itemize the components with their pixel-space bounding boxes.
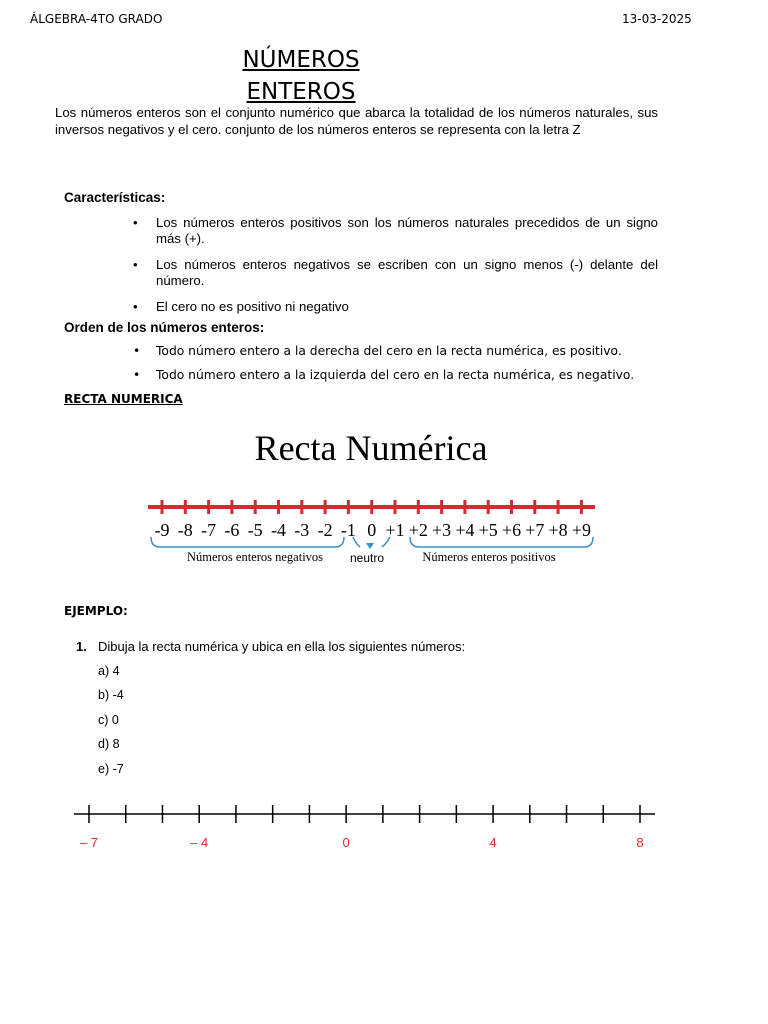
- recta-tick-label: -8: [177, 520, 193, 540]
- neutro-label: neutro: [349, 551, 385, 565]
- recta-tick-label: -4: [271, 520, 286, 540]
- recta-tick-label: -9: [154, 520, 170, 540]
- option-b: b) -4: [98, 688, 124, 702]
- recta-tick-label: +1: [385, 520, 405, 540]
- bracket-zero-left: [353, 537, 360, 547]
- example-number-labels: [80, 835, 644, 850]
- list-item: • Los números enteros negativos se escriben con un signo menos (-) delante del número.: [156, 257, 658, 289]
- header-date: 13-03-2025: [622, 12, 692, 26]
- recta-tick-label: +4: [455, 520, 475, 540]
- recta-tick-label: +7: [525, 520, 545, 540]
- header-subject: ÁLGEBRA-4TO GRADO: [30, 12, 163, 26]
- question-text: Dibuja la recta numérica y ubica en ella los siguientes números:: [98, 639, 466, 654]
- example-number-label: 4: [489, 835, 497, 850]
- option-c: c) 0: [98, 713, 119, 727]
- ejemplo-label: EJEMPLO:: [64, 604, 128, 618]
- positivos-label: Números enteros positivos: [422, 550, 556, 564]
- recta-tick-label: -5: [247, 520, 263, 540]
- list-item: • Todo número entero a la derecha del cero en la recta numérica, es positivo.: [156, 343, 676, 359]
- recta-tick-label: -7: [201, 520, 217, 540]
- list-item: • El cero no es positivo ni negativo: [156, 299, 658, 315]
- recta-tick-label: -2: [317, 520, 333, 540]
- question-number: 1.: [76, 639, 87, 654]
- recta-tick-label: +2: [408, 520, 428, 540]
- example-number-label: – 7: [79, 835, 99, 850]
- recta-tick-label: -6: [224, 520, 240, 540]
- orden-heading: Orden de los números enteros:: [64, 320, 265, 335]
- recta-tick-label: +5: [478, 520, 498, 540]
- intro-paragraph: Los números enteros son el conjunto numérico que abarca la totalidad de los números naturales, sus inversos negativos y el cero. conjunto de los números enteros se representa con la letra Z: [55, 105, 658, 137]
- recta-tick-label: +8: [548, 520, 568, 540]
- caracteristicas-heading: Características:: [64, 190, 166, 205]
- recta-labels: [155, 520, 591, 540]
- option-e: e) -7: [98, 762, 124, 776]
- list-item: • Los números enteros positivos son los números naturales precedidos de un signo más (+).: [156, 215, 658, 247]
- recta-numerica-label: RECTA NUMERICA: [64, 392, 183, 406]
- list-item: • Todo número entero a la izquierda del cero en la recta numérica, es negativo.: [156, 367, 676, 383]
- figure-title: Recta Numérica: [254, 428, 488, 468]
- recta-tick-label: 0: [367, 520, 377, 540]
- example-number-label: 8: [636, 835, 644, 850]
- option-a: a) 4: [98, 664, 120, 678]
- page-title: NÚMEROS ENTEROS: [242, 47, 360, 105]
- recta-tick-label: +9: [571, 520, 591, 540]
- neutro-arrow-icon: [366, 543, 374, 549]
- recta-ticks: [148, 500, 595, 514]
- example-number-label: 0: [342, 835, 350, 850]
- recta-tick-label: +3: [432, 520, 452, 540]
- recta-tick-label: +6: [501, 520, 522, 540]
- example-number-line: [74, 805, 655, 823]
- negativos-label: Números enteros negativos: [186, 550, 324, 564]
- recta-tick-label: -3: [294, 520, 310, 540]
- option-d: d) 8: [98, 737, 120, 751]
- example-number-label: – 4: [190, 835, 209, 850]
- recta-tick-label: -1: [340, 520, 356, 540]
